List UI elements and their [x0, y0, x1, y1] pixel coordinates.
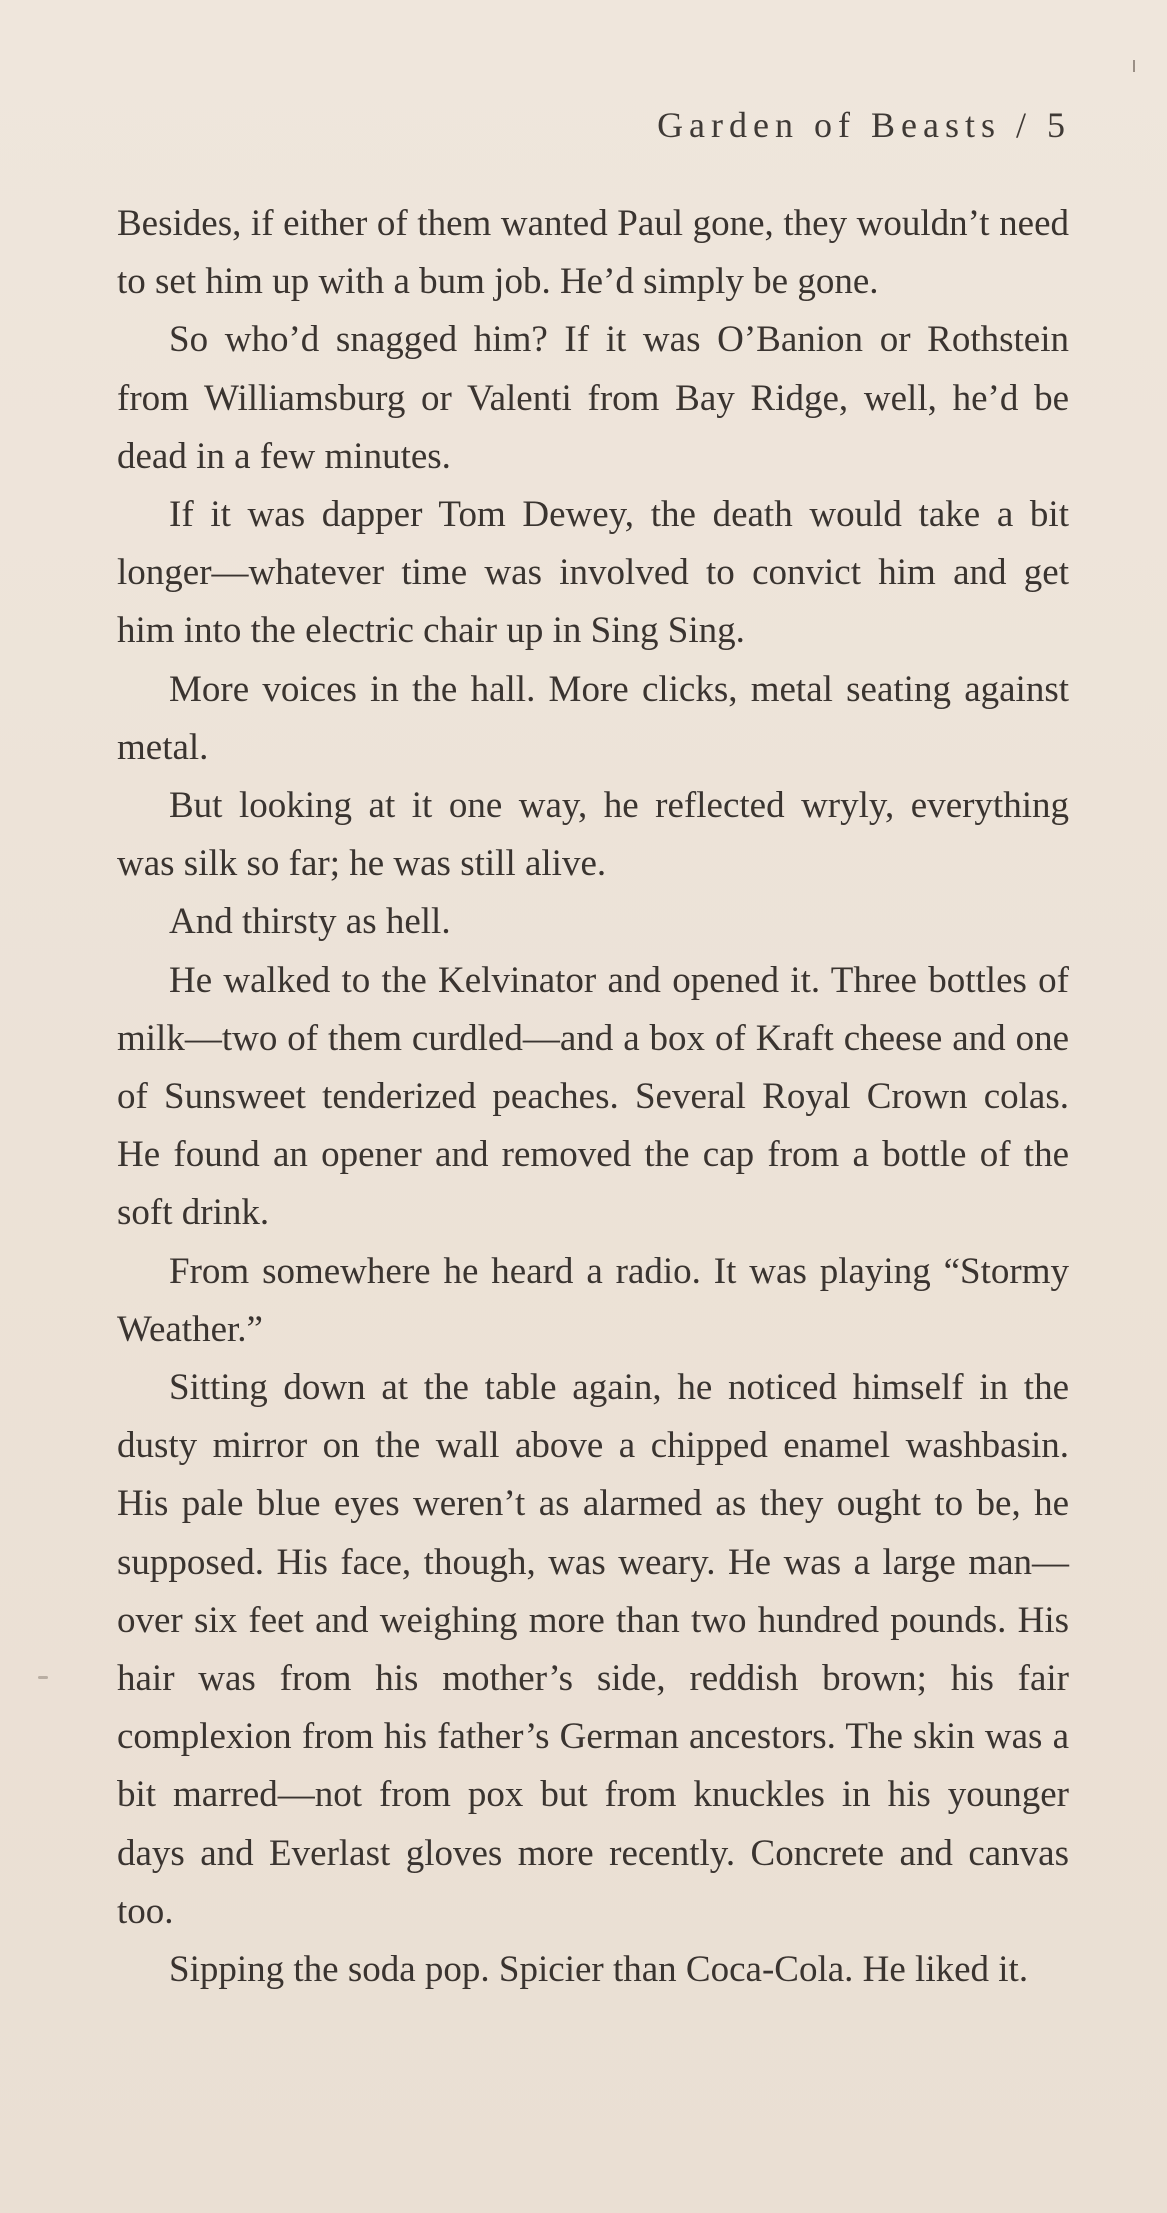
paragraph: And thirsty as hell.: [169, 901, 451, 943]
page-corner-mark: [1133, 60, 1135, 72]
paragraph: If it was dapper Tom Dewey, the death would take a bit longer—whatever time was involved to convict him and get him into the electric chair up in Sing Sing.: [117, 494, 1069, 652]
margin-mark: [38, 1676, 48, 1679]
paragraph: Sitting down at the table again, he noticed himself in the dusty mirror on the wall above a chipped enamel washbasin. His pale blue eyes weren’t as alarmed as they ought to be, he supposed. His face, though, was weary. He was a large man—over six feet and weighing more than two hundred pounds. His hair was from his mother’s side, reddish brown; his fair complexion from his father’s German ancestors. The skin was a bit marred—not from pox but from knuckles in his younger days and Everlast gloves more recently. Concrete and canvas too.: [117, 1367, 1069, 1932]
running-head: Garden of Beasts / 5: [657, 105, 1071, 145]
paragraph: So who’d snagged him? If it was O’Banion or Rothstein from Williamsburg or Valenti from Bay Ridge, well, he’d be dead in a few minutes.: [117, 319, 1069, 477]
paragraph: From somewhere he heard a radio. It was playing “Stormy Weather.”: [117, 1250, 1069, 1350]
paragraph: He walked to the Kelvinator and opened it. Three bottles of milk—two of them curdled—and a box of Kraft cheese and one of Sunsweet tenderized peaches. Several Royal Crown colas. He found an opener and removed the cap from a bottle of the soft drink.: [117, 959, 1069, 1234]
paragraph: Besides, if either of them wanted Paul gone, they wouldn’t need to set him up with a bum job. He’d simply be gone.: [117, 203, 1069, 303]
body-text: [117, 195, 1069, 1999]
paragraph: More voices in the hall. More clicks, metal seating against metal.: [117, 668, 1069, 768]
paragraph: Sipping the soda pop. Spicier than Coca-Cola. He liked it.: [169, 1949, 1029, 1991]
paragraph: But looking at it one way, he reflected wryly, everything was silk so far; he was still alive.: [117, 785, 1069, 885]
